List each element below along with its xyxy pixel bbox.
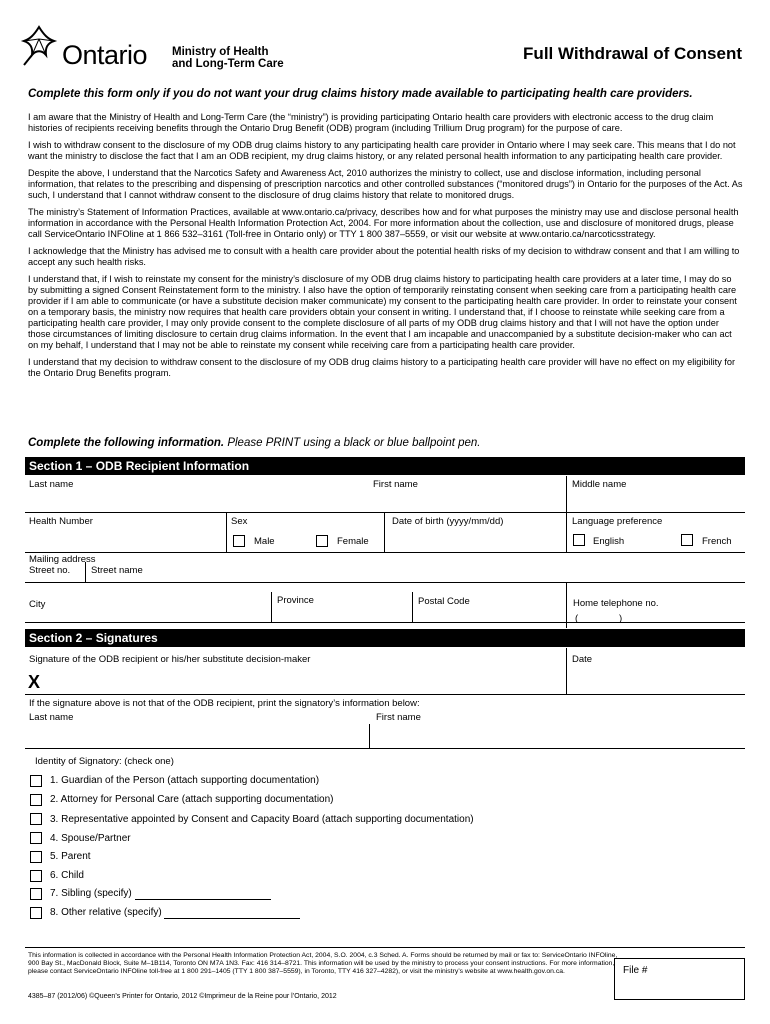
paragraph: I understand that my decision to withdraw consent to the disclosure of my ODB drug claims history to a participating health care provider will have no effect on my eligibility for the Ontario Drug Benefits program.: [28, 357, 736, 378]
signature-x-mark: X: [28, 672, 41, 692]
paragraph: I acknowledge that the Ministry has advised me to consult with a health care provider about the potential health risks of my decision to withdraw consent and that I am willing to accept any such health risks.: [28, 246, 740, 267]
last-name-label: Last name: [29, 479, 74, 490]
city-label: City: [29, 599, 46, 610]
english-checkbox[interactable]: [573, 534, 585, 546]
form-title: Full Withdrawal of Consent: [523, 44, 742, 63]
signatory-first-name-label: First name: [376, 712, 421, 723]
language-label: Language preference: [572, 516, 663, 527]
section-1-header: Section 1 – ODB Recipient Information: [25, 457, 745, 475]
spouse-checkbox[interactable]: [30, 832, 42, 844]
option-spouse: 4. Spouse/Partner: [50, 833, 131, 844]
option-parent: 5. Parent: [50, 851, 91, 862]
ministry-name: [172, 46, 284, 70]
ontario-trillium-logo: [20, 25, 58, 67]
representative-checkbox[interactable]: [30, 813, 42, 825]
english-label: English: [593, 536, 625, 547]
middle-name-label: Middle name: [572, 479, 627, 490]
if-signature-text: If the signature above is not that of the ODB recipient, print the signatory’s information below:: [29, 698, 420, 709]
option-sibling: 7. Sibling (specify): [50, 888, 132, 899]
option-attorney: 2. Attorney for Personal Care (attach supporting documentation): [50, 794, 334, 805]
section-2-header: Section 2 – Signatures: [25, 629, 745, 647]
file-number-box: [614, 958, 745, 1000]
male-checkbox[interactable]: [233, 535, 245, 547]
ontario-wordmark: Ontario: [62, 40, 148, 70]
collection-notice: This information is collected in accordance with the Personal Health Information Protection Act, 2004, S.O. 2004, c.3 Sched. A. Forms should be returned by mail or fax to: ServiceOntario INFOline, 900 Bay St., MacDonald Block, Suite M–1B114, Toronto ON M7A 1N3. Fax: 416 314–8721. This information will be used by the ministry to process your consent instructions. For more information, please contact ServiceOntario INFOline toll-free at 1 800 291–1405 (TTY 1 800 387–5559), in Toronto, TTY 416 327–4282), or visit the ministry’s website at www.health.gov.on.ca.: [28, 952, 618, 975]
complete-rest: Please PRINT using a black or blue ballpoint pen.: [224, 437, 481, 449]
option-guardian: 1. Guardian of the Person (attach supporting documentation): [50, 775, 320, 786]
parent-checkbox[interactable]: [30, 851, 42, 863]
other-relative-specify-line[interactable]: [164, 918, 300, 919]
french-checkbox[interactable]: [681, 534, 693, 546]
signatory-last-name-label: Last name: [29, 712, 74, 723]
home-phone-label: Home telephone no.: [573, 598, 659, 609]
option-child: 6. Child: [50, 870, 84, 881]
province-label: Province: [277, 595, 314, 606]
instruction-text: Complete this form only if you do not want your drug claims history made available to participating health care providers.: [28, 88, 693, 100]
ministry-line-2: and Long-Term Care: [172, 58, 284, 70]
paragraph: I wish to withdraw consent to the disclosure of my ODB drug claims history to any participating health care provider in Ontario where I may seek care. This means that I do not want the ministry to disclose the fact that I am an ODB recipient, my drug claims history, or any related personal health information to any participating health care provider.: [28, 140, 736, 161]
consent-body: [28, 112, 743, 385]
complete-bold: Complete the following information.: [28, 437, 225, 449]
paragraph: I understand that, if I wish to reinstate my consent for the ministry’s disclosure of my ODB drug claims history to participating health care providers at a later time, I may do so by submitting a signed Consent Reinstatement form to the ministry. I also have the option of temporarily reinstating consent when seeking care from a participating health care provider if I am able to communicate (or have a substitute decision maker communicate) my consent to the participating health care provider. In order to reinstate your consent on a temporary basis, the ministry now requires that health care providers obtain your consent in writing. I understand that, if I choose to reinstate while seeking care from a participating health care provider, I may only provide consent to the complete disclosure of all parts of my ODB drug claims history and that I will not have the option under those circumstances of limiting disclosure to certain drug claims information. In the event that I am incapable and unaccompanied by a substitute decision-maker who can act on my behalf, I understand that I may not be able to reinstate my consent while receiving care from a participating health care provider.: [28, 274, 737, 350]
sex-label: Sex: [231, 516, 248, 527]
date-label: Date: [572, 654, 593, 665]
attorney-checkbox[interactable]: [30, 794, 42, 806]
file-number-label: File #: [623, 965, 648, 976]
postal-code-label: Postal Code: [418, 596, 470, 607]
sibling-specify-line[interactable]: [135, 899, 271, 900]
complete-instruction: [28, 437, 480, 449]
female-checkbox[interactable]: [316, 535, 328, 547]
option-other-relative: 8. Other relative (specify): [50, 907, 162, 918]
child-checkbox[interactable]: [30, 870, 42, 882]
form-id-copyright: 4385–87 (2012/06) ©Queen’s Printer for Ontario, 2012 ©Imprimeur de la Reine pour l’Ontario, 2012: [28, 993, 337, 1000]
street-no-label: Street no.: [29, 565, 71, 576]
phone-area-close: ): [619, 613, 623, 624]
male-label: Male: [254, 536, 275, 547]
dob-label: Date of birth (yyyy/mm/dd): [392, 516, 504, 527]
female-label: Female: [337, 536, 369, 547]
paragraph: Despite the above, I understand that the Narcotics Safety and Awareness Act, 2010 authorizes the ministry to collect, use and disclose information, including personal information, that relates to the prescribing and dispensing of prescription narcotics and other controlled substances (“monitored drugs”) in Ontario for the purposes of the Act. As such, I understand that I cannot withdraw consent to the disclosure of drug claims history that relate to monitored drugs.: [28, 168, 743, 200]
phone-area-open: (: [575, 613, 579, 624]
street-name-label: Street name: [91, 565, 143, 576]
option-representative: 3. Representative appointed by Consent and Capacity Board (attach supporting documentation): [50, 814, 474, 825]
ministry-line-1: Ministry of Health: [172, 46, 269, 58]
paragraph: The ministry’s Statement of Information Practices, available at www.ontario.ca/privacy, describes how and for what purposes the ministry may use and disclose personal health information in accordance with the Personal Health Information Protection Act, 2004. For more information about the collection, use and disclosure of monitored drugs, please call ServiceOntario INFOline at 1 866 532–3161 (Toll-free in Ontario only) or TTY 1 800 387–5559, or visit our website at www.ontario.ca/narcoticsstrategy.: [28, 207, 739, 239]
sibling-checkbox[interactable]: [30, 888, 42, 900]
health-number-label: Health Number: [29, 516, 93, 527]
paragraph: I am aware that the Ministry of Health and Long-Term Care (the “ministry”) is providing participating Ontario health care providers with electronic access to the drug claim histories of recipients receiving benefits through the Ontario Drug Benefit (ODB) program (including Trillium Drug program) for the purpose of care.: [28, 112, 714, 133]
other-relative-checkbox[interactable]: [30, 907, 42, 919]
first-name-label: First name: [373, 479, 418, 490]
french-label: French: [702, 536, 732, 547]
mailing-address-label: Mailing address: [29, 554, 96, 565]
guardian-checkbox[interactable]: [30, 775, 42, 787]
signature-label: Signature of the ODB recipient or his/her substitute decision-maker: [29, 654, 311, 665]
identity-of-signatory-label: Identity of Signatory: (check one): [35, 756, 174, 767]
